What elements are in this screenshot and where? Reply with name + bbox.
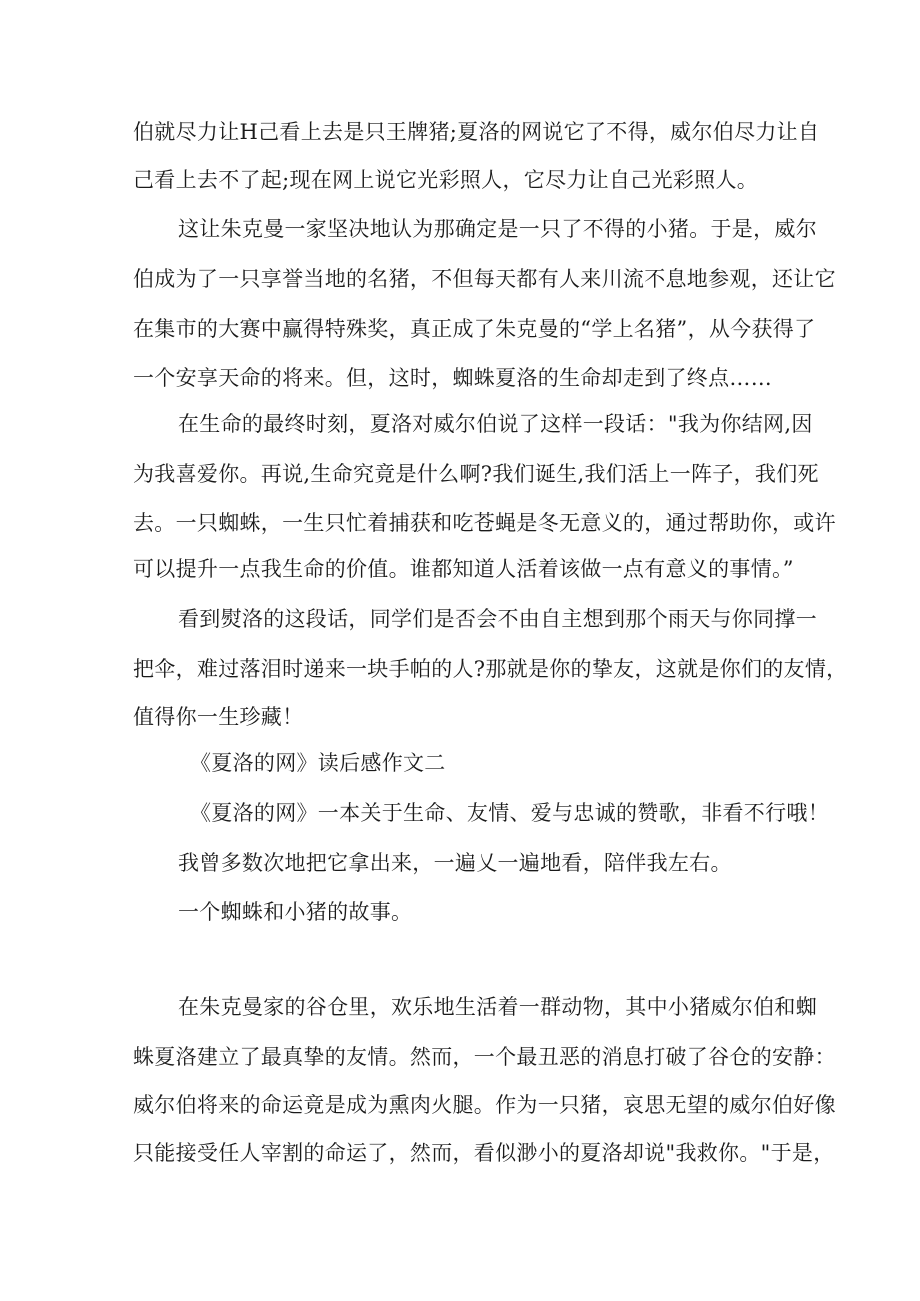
text-line: 为我喜爱你。再说,生命究竟是什么啊?我们诞生,我们活上一阵子，我们死 — [133, 462, 819, 486]
text-line: 去。一只蜘蛛，一生只忙着捕获和吃苍蝇是冬无意义的，通过帮助你，或许 — [133, 511, 836, 535]
text-line: 己看上去不了起;现在网上说它光彩照人，它尽力让自己光彩照人。 — [133, 168, 759, 192]
text-line: 这让朱克曼一家坚决地认为那确定是一只了不得的小猪。于是，威尔 — [178, 217, 817, 241]
text-line: 只能接受任人宰割的命运了，然而，看似渺小的夏洛却说"我救你。"于是， — [133, 1141, 835, 1165]
text-line: 把伞，难过落泪时递来一块手帕的人?那就是你的挚友，这就是你们的友情， — [133, 657, 848, 681]
text-line: 一个蜘蛛和小猪的故事。 — [178, 900, 413, 924]
text-line: 蛛夏洛建立了最真挚的友情。然而，一个最丑恶的消息打破了谷仓的安静： — [133, 1045, 836, 1069]
text-line: 一个安享天命的将来。但，这时，蜘蛛夏洛的生命却走到了终点…… — [133, 366, 772, 390]
text-line: 在朱克曼家的谷仓里，欢乐地生活着一群动物，其中小猪威尔伯和蜘 — [178, 995, 817, 1019]
text-line: 《夏洛的网》一本关于生命、友情、爱与忠诚的赞歌，非看不行哦！ — [190, 801, 829, 825]
text-line: 威尔伯将来的命运竟是成为熏肉火腿。作为一只猪，哀思无望的威尔伯好像 — [133, 1093, 836, 1117]
text-line: 在集市的大赛中赢得特殊奖，真正成了朱克曼的“学上名猪”，从今获得了 — [133, 317, 816, 341]
text-line: 值得你一生珍藏！ — [133, 705, 304, 729]
text-line: 伯就尽力让H己看上去是只王牌猪;夏洛的网说它了不得，威尔伯尽力让自 — [133, 120, 820, 144]
text-line: 在生命的最终时刻，夏洛对威尔伯说了这样一段话："我为你结网,因 — [178, 412, 813, 436]
section-heading: 《夏洛的网》读后感作文二 — [190, 751, 446, 775]
text-line: 伯成为了一只享誉当地的名猪，不但每天都有人来川流不息地参观，还让它 — [133, 267, 836, 291]
text-line: 我曾多数次地把它拿出来，一遍乂一遍地看，陪伴我左右。 — [178, 851, 732, 875]
text-line: 可以提升一点我生命的价值。谁都知道人活着该做一点有意义的事情。” — [133, 557, 794, 581]
text-line: 看到熨洛的这段话，同学们是否会不由自主想到那个雨天与你同撑一 — [178, 607, 817, 631]
